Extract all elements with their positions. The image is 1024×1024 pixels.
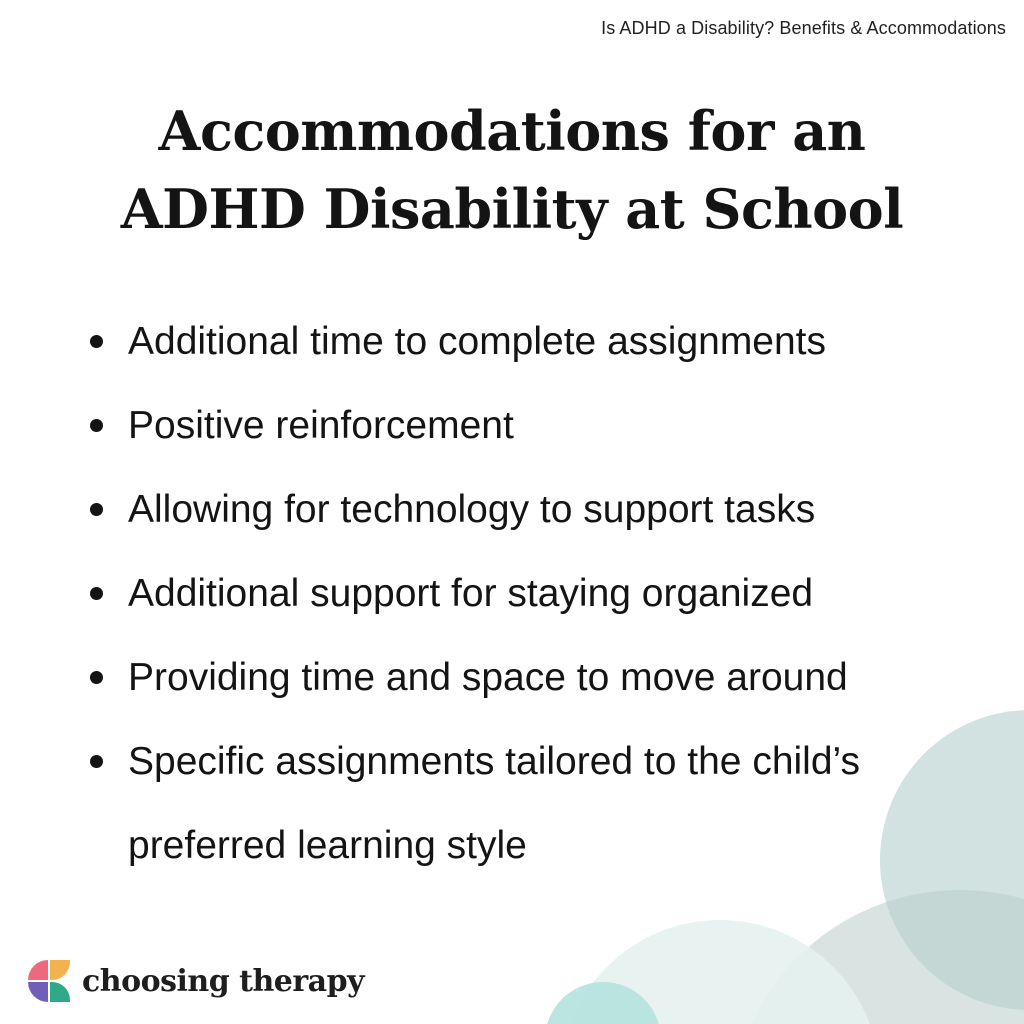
logo-petal-green	[50, 982, 70, 1002]
choosing-therapy-logo-icon	[26, 958, 72, 1004]
list-item	[90, 468, 990, 552]
list-item	[90, 636, 990, 720]
bullet-icon	[90, 419, 103, 432]
list-item-text: Providing time and space to move around	[128, 656, 848, 699]
logo-petal-purple	[28, 982, 48, 1002]
bullet-icon	[90, 671, 103, 684]
article-kicker: Is ADHD a Disability? Benefits & Accommodations	[601, 18, 1006, 38]
bullet-icon	[90, 587, 103, 600]
brand-name: choosing therapy	[82, 963, 365, 999]
decor-circle-teal-small	[545, 982, 661, 1024]
list-item-text: Additional time to complete assignments	[128, 320, 827, 363]
decor-circle-large-bottom	[730, 890, 1024, 1024]
list-item-text: Additional support for staying organized	[128, 572, 814, 615]
logo-petal-yellow	[50, 960, 70, 980]
list-item	[90, 384, 990, 468]
page-title-line-1: Accommodations for an	[158, 99, 866, 163]
bullet-icon	[90, 503, 103, 516]
bullet-icon	[90, 335, 103, 348]
list-item-text: Allowing for technology to support tasks	[128, 488, 816, 531]
bullet-icon	[90, 755, 103, 768]
decor-circle-light	[560, 920, 880, 1024]
list-item-text: Specific assignments tailored to the child’s preferred learning style	[128, 740, 860, 867]
list-item	[90, 720, 958, 888]
brand-logo	[26, 958, 364, 1004]
list-item-text: Positive reinforcement	[128, 404, 514, 447]
page-title-line-2: ADHD Disability at School	[120, 177, 904, 241]
logo-petal-pink	[28, 960, 48, 980]
list-item	[90, 552, 990, 636]
page-title	[0, 92, 1024, 248]
list-item	[90, 300, 990, 384]
accommodations-list	[90, 300, 990, 888]
